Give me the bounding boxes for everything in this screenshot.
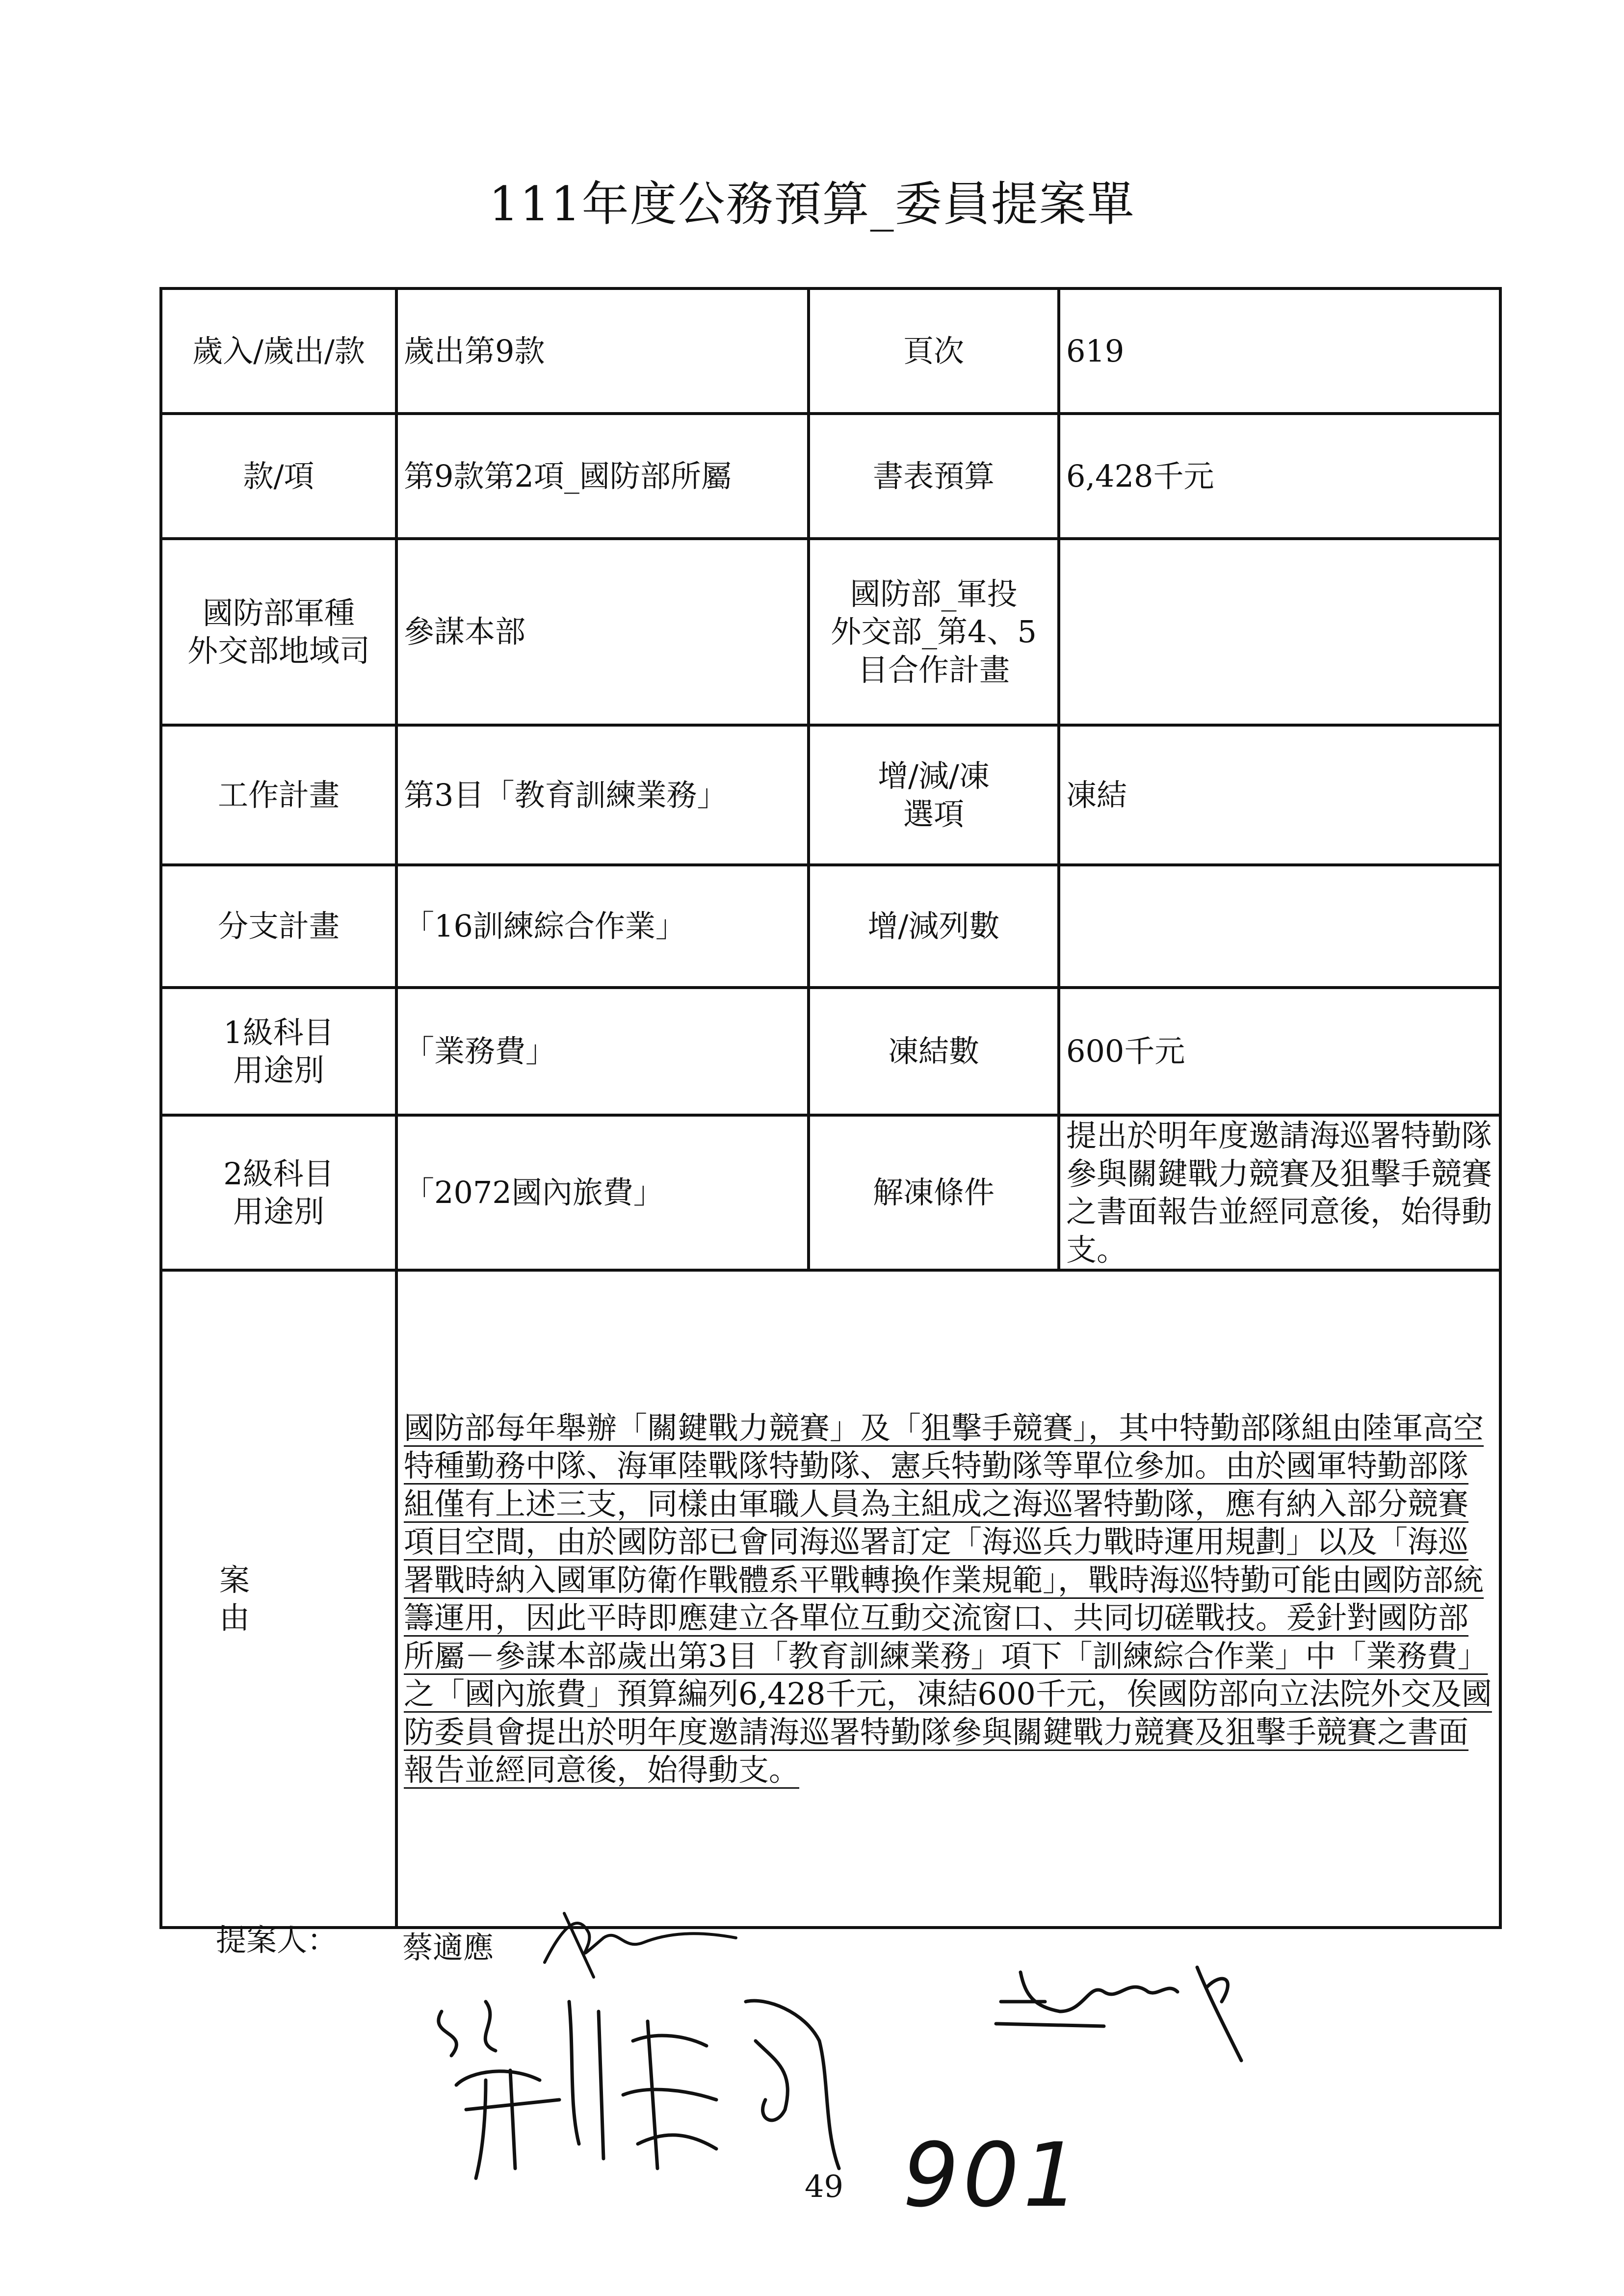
table-row [161, 1115, 1500, 1270]
row-label-text: 國防部軍種 外交部地域司 [187, 595, 370, 669]
table-row [161, 288, 1500, 414]
row-label [161, 988, 396, 1115]
row-value [1059, 539, 1500, 725]
reason-label: 案由 [161, 1270, 396, 1928]
row-label: 款/項 [161, 414, 396, 539]
row-value: 「業務費」 [396, 988, 809, 1115]
signature-2 [991, 1938, 1266, 2065]
table-row [161, 988, 1500, 1115]
row-value: 600千元 [1059, 988, 1500, 1115]
row-label [809, 725, 1059, 865]
row-value: 第3目「教育訓練業務」 [396, 725, 809, 865]
table-row [161, 414, 1500, 539]
row-label: 歲入/歲出/款 [161, 288, 396, 414]
proposer-name: 蔡適應 [402, 1930, 494, 1965]
row-label: 解凍條件 [809, 1115, 1059, 1270]
row-label-text: 1級科目 用途別 [223, 1014, 334, 1088]
page-number: 49 [805, 2168, 843, 2204]
row-label: 工作計畫 [161, 725, 396, 865]
row-label [161, 1115, 396, 1270]
row-label: 書表預算 [809, 414, 1059, 539]
handwritten-number: 901 [903, 2124, 1083, 2227]
row-label: 分支計畫 [161, 865, 396, 988]
row-value: 歲出第9款 [396, 288, 809, 414]
page-title: 111年度公務預算_委員提案單 [489, 177, 1135, 232]
signature-3 [412, 1982, 864, 2188]
row-value: 「16訓練綜合作業」 [396, 865, 809, 988]
row-value: 參謀本部 [396, 539, 809, 725]
table-row [161, 1270, 1500, 1928]
row-value: 「2072國內旅費」 [396, 1115, 809, 1270]
row-label [161, 539, 396, 725]
signature-1 [535, 1904, 741, 1982]
row-value [1059, 865, 1500, 988]
row-value: 凍結 [1059, 725, 1500, 865]
row-value: 第9款第2項_國防部所屬 [396, 414, 809, 539]
row-label: 凍結數 [809, 988, 1059, 1115]
table-row [161, 539, 1500, 725]
row-label-text: 國防部_軍投 外交部_第4、5 目合作計畫 [831, 575, 1037, 688]
row-label: 頁次 [809, 288, 1059, 414]
row-value: 619 [1059, 288, 1500, 414]
row-label: 增/減列數 [809, 865, 1059, 988]
row-label [809, 539, 1059, 725]
unfreeze-condition: 提出於明年度邀請海巡署特勤隊參與關鍵戰力競賽及狙擊手競賽之書面報告並經同意後，始得動支。 [1059, 1115, 1500, 1270]
row-value: 6,428千元 [1059, 414, 1500, 539]
table-row [161, 865, 1500, 988]
proposal-form-table [159, 287, 1502, 1929]
table-row [161, 725, 1500, 865]
row-label-text: 2級科目 用途別 [223, 1155, 334, 1229]
row-label-text: 增/減/凍 選項 [878, 758, 990, 832]
proposer-label: 提案人： [216, 1922, 338, 1958]
reason-text: 國防部每年舉辦「關鍵戰力競賽」及「狙擊手競賽」，其中特勤部隊組由陸軍高空特種勤務中隊、海軍陸戰隊特勤隊、憲兵特勤隊等單位參加。由於國軍特勤部隊組僅有上述三支，同樣由軍職人員為主組成之海巡署特勤隊，應有納入部分競賽項目空間，由於國防部已會同海巡署訂定「海巡兵力戰時運用規劃」以及「海巡署戰時納入國軍防衛作戰體系平戰轉換作業規範」，戰時海巡特勤可能由國防部統籌運用，因此平時即應建立各單位互動交流窗口、共同切磋戰技。爰針對國防部所屬－參謀本部歲出第3目「教育訓練業務」項下「訓練綜合作業」中「業務費」之「國內旅費」預算編列6,428千元，凍結600千元，俟國防部向立法院外交及國防委員會提出於明年度邀請海巡署特勤隊參與關鍵戰力競賽及狙擊手競賽之書面報告並經同意後，始得動支。 [404, 1409, 1492, 1788]
reason-cell [396, 1270, 1500, 1928]
